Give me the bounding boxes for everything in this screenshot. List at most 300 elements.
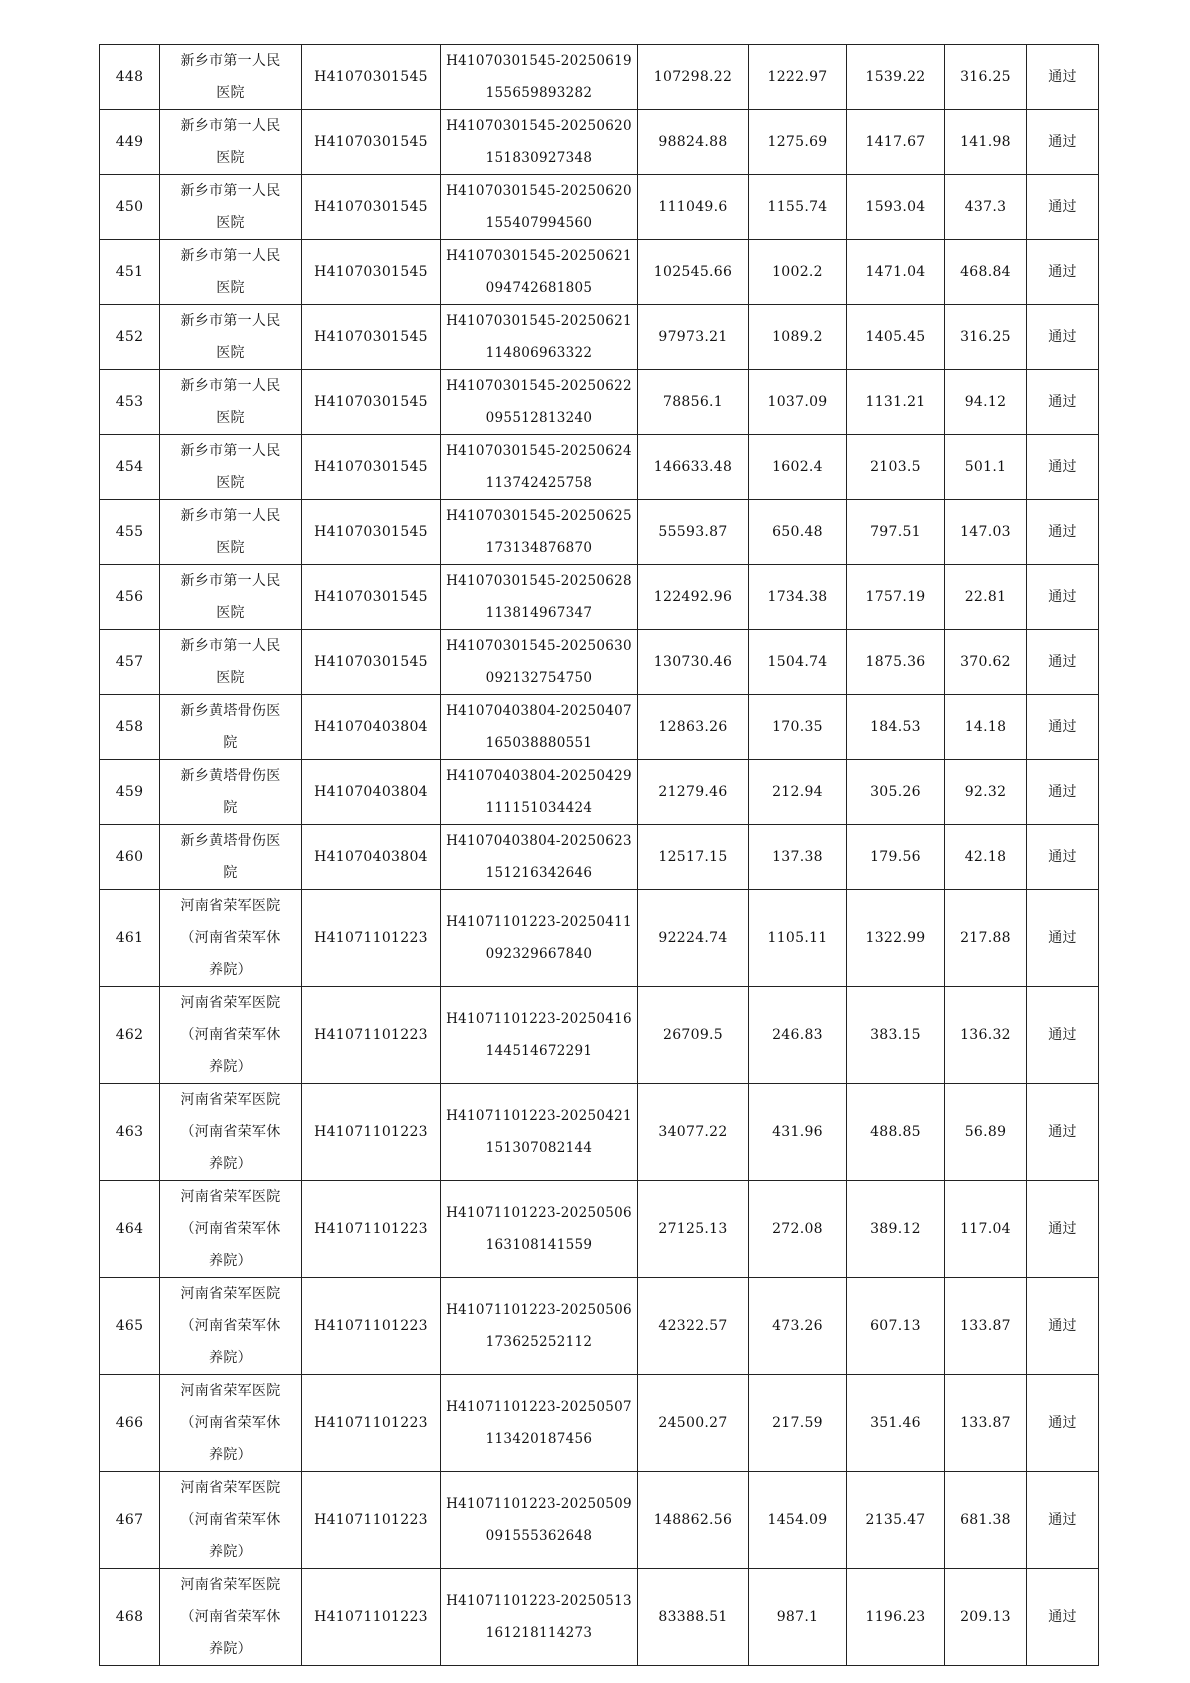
table-row [100,45,1099,110]
row-number-cell: 458 [100,695,160,760]
result-cell: 通过 [1027,175,1099,240]
difference-cell: 437.3 [945,175,1027,240]
institution-code-cell: H41070301545 [302,240,441,305]
result-cell: 通过 [1027,825,1099,890]
difference-cell: 316.25 [945,305,1027,370]
institution-name-cell-line: （河南省荣军休 [180,1609,281,1625]
settlement-id-cell-line: 173625252112 [485,1334,593,1350]
institution-name-cell-line: （河南省荣军休 [180,1124,281,1140]
value-b-cell: 1593.04 [847,175,945,240]
row-number-cell: 462 [100,987,160,1084]
total-amount-cell: 98824.88 [638,110,749,175]
result-cell: 通过 [1027,630,1099,695]
total-amount-cell: 27125.13 [638,1181,749,1278]
difference-cell: 133.87 [945,1375,1027,1472]
value-b-cell: 1405.45 [847,305,945,370]
settlement-id-cell [441,565,638,630]
institution-name-cell-line: 医院 [216,85,245,101]
settlement-id-cell [441,1278,638,1375]
settlement-id-cell [441,500,638,565]
institution-name-cell-line: 河南省荣军医院 [180,1383,281,1399]
value-b-cell: 1322.99 [847,890,945,987]
row-number-cell: 459 [100,760,160,825]
institution-code-cell: H41071101223 [302,987,441,1084]
value-a-cell: 987.1 [749,1569,847,1666]
value-b-cell: 1757.19 [847,565,945,630]
difference-cell: 14.18 [945,695,1027,760]
total-amount-cell: 148862.56 [638,1472,749,1569]
total-amount-cell: 34077.22 [638,1084,749,1181]
institution-name-cell-line: 新乡黄塔骨伤医 [180,768,281,784]
settlement-id-cell-line: H41070301545-20250619 [446,53,632,69]
settlement-id-cell-line: 111151034424 [485,800,593,816]
value-b-cell: 797.51 [847,500,945,565]
institution-code-cell: H41071101223 [302,1569,441,1666]
institution-name-cell-line: （河南省荣军休 [180,1221,281,1237]
table-row [100,435,1099,500]
institution-name-cell-line: 新乡市第一人民 [180,443,281,459]
value-b-cell: 305.26 [847,760,945,825]
settlement-id-cell-line: H41071101223-20250513 [446,1593,632,1609]
result-cell: 通过 [1027,695,1099,760]
value-a-cell: 1155.74 [749,175,847,240]
settlement-id-cell-line: 155407994560 [485,215,593,231]
institution-name-cell-line: 医院 [216,670,245,686]
total-amount-cell: 107298.22 [638,45,749,110]
value-b-cell: 184.53 [847,695,945,760]
institution-name-cell-line: 院 [223,865,238,881]
settlement-id-cell-line: 155659893282 [485,85,593,101]
value-a-cell: 1734.38 [749,565,847,630]
settlement-id-cell [441,240,638,305]
institution-name-cell [160,500,302,565]
institution-name-cell [160,370,302,435]
total-amount-cell: 21279.46 [638,760,749,825]
row-number-cell: 452 [100,305,160,370]
result-cell: 通过 [1027,987,1099,1084]
value-b-cell: 1539.22 [847,45,945,110]
institution-code-cell: H41071101223 [302,1084,441,1181]
settlement-id-cell [441,1084,638,1181]
settlement-id-cell [441,987,638,1084]
difference-cell: 94.12 [945,370,1027,435]
institution-name-cell-line: 新乡市第一人民 [180,183,281,199]
settlement-id-cell-line: 113420187456 [485,1431,593,1447]
settlement-id-cell-line: H41070403804-20250623 [446,833,632,849]
institution-name-cell [160,1181,302,1278]
total-amount-cell: 12517.15 [638,825,749,890]
institution-code-cell: H41070301545 [302,630,441,695]
institution-code-cell: H41070301545 [302,435,441,500]
value-b-cell: 1196.23 [847,1569,945,1666]
institution-name-cell-line: 河南省荣军医院 [180,1480,281,1496]
institution-name-cell [160,305,302,370]
row-number-cell: 460 [100,825,160,890]
settlement-id-cell-line: H41071101223-20250509 [446,1496,632,1512]
value-b-cell: 1471.04 [847,240,945,305]
institution-code-cell: H41070301545 [302,110,441,175]
row-number-cell: 457 [100,630,160,695]
value-a-cell: 1002.2 [749,240,847,305]
value-a-cell: 1037.09 [749,370,847,435]
value-b-cell: 1417.67 [847,110,945,175]
table-row [100,370,1099,435]
settlement-id-cell-line: 092329667840 [485,946,593,962]
institution-code-cell: H41071101223 [302,890,441,987]
result-cell: 通过 [1027,305,1099,370]
value-b-cell: 179.56 [847,825,945,890]
institution-code-cell: H41070301545 [302,500,441,565]
records-table [99,44,1099,1666]
institution-name-cell-line: 河南省荣军医院 [180,1189,281,1205]
table-row [100,987,1099,1084]
result-cell: 通过 [1027,565,1099,630]
settlement-id-cell-line: H41071101223-20250506 [446,1302,632,1318]
institution-name-cell [160,1278,302,1375]
institution-name-cell-line: 养院） [209,1544,252,1560]
institution-name-cell-line: 医院 [216,475,245,491]
value-b-cell: 351.46 [847,1375,945,1472]
settlement-id-cell-line: H41070301545-20250622 [446,378,632,394]
value-a-cell: 1105.11 [749,890,847,987]
difference-cell: 217.88 [945,890,1027,987]
difference-cell: 681.38 [945,1472,1027,1569]
institution-name-cell-line: 养院） [209,1447,252,1463]
table-row [100,890,1099,987]
settlement-id-cell-line: 094742681805 [485,280,593,296]
total-amount-cell: 111049.6 [638,175,749,240]
table-row [100,695,1099,760]
row-number-cell: 468 [100,1569,160,1666]
institution-code-cell: H41070301545 [302,565,441,630]
institution-name-cell-line: 养院） [209,1253,252,1269]
settlement-id-cell-line: H41070301545-20250621 [446,248,632,264]
institution-name-cell-line: 新乡市第一人民 [180,508,281,524]
value-b-cell: 1875.36 [847,630,945,695]
table-row [100,565,1099,630]
row-number-cell: 454 [100,435,160,500]
settlement-id-cell [441,760,638,825]
institution-name-cell-line: 养院） [209,1059,252,1075]
settlement-id-cell-line: 151830927348 [485,150,593,166]
result-cell: 通过 [1027,1472,1099,1569]
settlement-id-cell [441,435,638,500]
settlement-id-cell [441,110,638,175]
settlement-id-cell-line: H41070301545-20250630 [446,638,632,654]
table-row [100,240,1099,305]
total-amount-cell: 78856.1 [638,370,749,435]
settlement-id-cell-line: 095512813240 [485,410,593,426]
row-number-cell: 463 [100,1084,160,1181]
settlement-id-cell-line: H41070301545-20250620 [446,183,632,199]
row-number-cell: 461 [100,890,160,987]
row-number-cell: 450 [100,175,160,240]
institution-name-cell-line: 养院） [209,1641,252,1657]
institution-name-cell-line: 河南省荣军医院 [180,898,281,914]
value-b-cell: 2103.5 [847,435,945,500]
settlement-id-cell-line: 173134876870 [485,540,593,556]
institution-code-cell: H41070403804 [302,825,441,890]
value-a-cell: 473.26 [749,1278,847,1375]
institution-name-cell [160,110,302,175]
institution-code-cell: H41071101223 [302,1181,441,1278]
value-a-cell: 217.59 [749,1375,847,1472]
settlement-id-cell [441,1569,638,1666]
value-a-cell: 650.48 [749,500,847,565]
settlement-id-cell-line: 144514672291 [485,1043,593,1059]
table-row [100,1181,1099,1278]
institution-name-cell-line: 新乡黄塔骨伤医 [180,703,281,719]
institution-name-cell [160,45,302,110]
difference-cell: 316.25 [945,45,1027,110]
institution-name-cell-line: （河南省荣军休 [180,1027,281,1043]
settlement-id-cell-line: 114806963322 [485,345,593,361]
institution-name-cell [160,435,302,500]
result-cell: 通过 [1027,1278,1099,1375]
settlement-id-cell-line: H41070301545-20250620 [446,118,632,134]
settlement-id-cell-line: 161218114273 [485,1625,593,1641]
institution-code-cell: H41070301545 [302,45,441,110]
institution-name-cell-line: 新乡黄塔骨伤医 [180,833,281,849]
settlement-id-cell-line: 091555362648 [485,1528,593,1544]
total-amount-cell: 12863.26 [638,695,749,760]
institution-name-cell-line: 医院 [216,215,245,231]
institution-code-cell: H41070301545 [302,370,441,435]
settlement-id-cell [441,1375,638,1472]
institution-name-cell-line: 河南省荣军医院 [180,1092,281,1108]
value-a-cell: 272.08 [749,1181,847,1278]
institution-name-cell-line: 医院 [216,345,245,361]
result-cell: 通过 [1027,370,1099,435]
institution-code-cell: H41070301545 [302,305,441,370]
institution-name-cell-line: 新乡市第一人民 [180,378,281,394]
row-number-cell: 448 [100,45,160,110]
table-row [100,1375,1099,1472]
institution-name-cell-line: 养院） [209,1156,252,1172]
settlement-id-cell-line: 113814967347 [485,605,593,621]
row-number-cell: 455 [100,500,160,565]
institution-name-cell [160,987,302,1084]
value-b-cell: 389.12 [847,1181,945,1278]
institution-name-cell-line: （河南省荣军休 [180,1415,281,1431]
institution-name-cell-line: 新乡市第一人民 [180,53,281,69]
table-row [100,500,1099,565]
difference-cell: 370.62 [945,630,1027,695]
result-cell: 通过 [1027,890,1099,987]
table-row [100,1569,1099,1666]
value-a-cell: 1454.09 [749,1472,847,1569]
value-b-cell: 383.15 [847,987,945,1084]
value-b-cell: 1131.21 [847,370,945,435]
institution-name-cell-line: 院 [223,735,238,751]
institution-name-cell [160,1472,302,1569]
institution-name-cell [160,1375,302,1472]
result-cell: 通过 [1027,1181,1099,1278]
table-row [100,1278,1099,1375]
value-a-cell: 431.96 [749,1084,847,1181]
total-amount-cell: 122492.96 [638,565,749,630]
institution-name-cell-line: 医院 [216,280,245,296]
table-row [100,1472,1099,1569]
difference-cell: 22.81 [945,565,1027,630]
total-amount-cell: 97973.21 [638,305,749,370]
difference-cell: 133.87 [945,1278,1027,1375]
institution-name-cell-line: 新乡市第一人民 [180,313,281,329]
difference-cell: 147.03 [945,500,1027,565]
institution-name-cell [160,695,302,760]
settlement-id-cell [441,695,638,760]
result-cell: 通过 [1027,760,1099,825]
row-number-cell: 451 [100,240,160,305]
settlement-id-cell-line: H41071101223-20250416 [446,1011,632,1027]
institution-code-cell: H41071101223 [302,1375,441,1472]
institution-name-cell-line: （河南省荣军休 [180,1318,281,1334]
settlement-id-cell-line: H41070301545-20250621 [446,313,632,329]
difference-cell: 209.13 [945,1569,1027,1666]
value-a-cell: 137.38 [749,825,847,890]
institution-name-cell-line: （河南省荣军休 [180,930,281,946]
value-a-cell: 1504.74 [749,630,847,695]
institution-name-cell [160,1084,302,1181]
value-a-cell: 170.35 [749,695,847,760]
settlement-id-cell [441,370,638,435]
table-row [100,825,1099,890]
difference-cell: 136.32 [945,987,1027,1084]
settlement-id-cell-line: H41070301545-20250624 [446,443,632,459]
row-number-cell: 467 [100,1472,160,1569]
settlement-id-cell-line: H41070403804-20250429 [446,768,632,784]
settlement-id-cell [441,1181,638,1278]
table-row [100,110,1099,175]
row-number-cell: 464 [100,1181,160,1278]
result-cell: 通过 [1027,240,1099,305]
institution-code-cell: H41070403804 [302,695,441,760]
table-row [100,1084,1099,1181]
row-number-cell: 456 [100,565,160,630]
settlement-id-cell-line: 151307082144 [485,1140,593,1156]
institution-name-cell-line: （河南省荣军休 [180,1512,281,1528]
settlement-id-cell-line: H41071101223-20250506 [446,1205,632,1221]
value-b-cell: 2135.47 [847,1472,945,1569]
result-cell: 通过 [1027,500,1099,565]
institution-name-cell-line: 养院） [209,962,252,978]
institution-code-cell: H41071101223 [302,1472,441,1569]
value-a-cell: 212.94 [749,760,847,825]
institution-name-cell [160,890,302,987]
settlement-id-cell [441,825,638,890]
settlement-id-cell-line: 113742425758 [485,475,593,491]
institution-name-cell [160,240,302,305]
settlement-id-cell [441,175,638,240]
institution-code-cell: H41070301545 [302,175,441,240]
result-cell: 通过 [1027,1084,1099,1181]
difference-cell: 501.1 [945,435,1027,500]
table-row [100,630,1099,695]
value-a-cell: 1222.97 [749,45,847,110]
institution-name-cell-line: 河南省荣军医院 [180,1286,281,1302]
difference-cell: 468.84 [945,240,1027,305]
difference-cell: 141.98 [945,110,1027,175]
result-cell: 通过 [1027,1569,1099,1666]
institution-name-cell-line: 医院 [216,150,245,166]
total-amount-cell: 24500.27 [638,1375,749,1472]
difference-cell: 42.18 [945,825,1027,890]
row-number-cell: 449 [100,110,160,175]
settlement-id-cell [441,305,638,370]
institution-name-cell-line: 医院 [216,540,245,556]
institution-name-cell [160,1569,302,1666]
difference-cell: 92.32 [945,760,1027,825]
total-amount-cell: 130730.46 [638,630,749,695]
settlement-id-cell [441,630,638,695]
value-a-cell: 1602.4 [749,435,847,500]
institution-name-cell [160,760,302,825]
settlement-id-cell [441,890,638,987]
settlement-id-cell-line: H41071101223-20250421 [446,1108,632,1124]
value-b-cell: 488.85 [847,1084,945,1181]
table-row [100,760,1099,825]
difference-cell: 56.89 [945,1084,1027,1181]
institution-name-cell-line: 新乡市第一人民 [180,248,281,264]
total-amount-cell: 92224.74 [638,890,749,987]
institution-code-cell: H41071101223 [302,1278,441,1375]
settlement-id-cell-line: 165038880551 [485,735,593,751]
row-number-cell: 466 [100,1375,160,1472]
institution-name-cell-line: 医院 [216,605,245,621]
institution-name-cell-line: 院 [223,800,238,816]
table-row [100,305,1099,370]
institution-name-cell-line: 新乡市第一人民 [180,118,281,134]
institution-name-cell [160,565,302,630]
records-table-body [100,45,1099,1666]
institution-name-cell-line: 新乡市第一人民 [180,638,281,654]
settlement-id-cell-line: H41070403804-20250407 [446,703,632,719]
institution-name-cell-line: 医院 [216,410,245,426]
institution-code-cell: H41070403804 [302,760,441,825]
total-amount-cell: 83388.51 [638,1569,749,1666]
result-cell: 通过 [1027,45,1099,110]
settlement-id-cell-line: H41071101223-20250411 [446,914,632,930]
result-cell: 通过 [1027,1375,1099,1472]
value-a-cell: 1089.2 [749,305,847,370]
table-row [100,175,1099,240]
settlement-id-cell-line: 092132754750 [485,670,593,686]
result-cell: 通过 [1027,435,1099,500]
institution-name-cell [160,175,302,240]
settlement-id-cell-line: H41070301545-20250628 [446,573,632,589]
row-number-cell: 453 [100,370,160,435]
total-amount-cell: 102545.66 [638,240,749,305]
difference-cell: 117.04 [945,1181,1027,1278]
total-amount-cell: 26709.5 [638,987,749,1084]
value-a-cell: 246.83 [749,987,847,1084]
settlement-id-cell-line: 151216342646 [485,865,593,881]
value-a-cell: 1275.69 [749,110,847,175]
settlement-id-cell [441,45,638,110]
settlement-id-cell-line: H41070301545-20250625 [446,508,632,524]
row-number-cell: 465 [100,1278,160,1375]
settlement-id-cell-line: 163108141559 [485,1237,593,1253]
settlement-id-cell-line: H41071101223-20250507 [446,1399,632,1415]
institution-name-cell-line: 河南省荣军医院 [180,995,281,1011]
settlement-id-cell [441,1472,638,1569]
institution-name-cell-line: 新乡市第一人民 [180,573,281,589]
institution-name-cell [160,825,302,890]
total-amount-cell: 55593.87 [638,500,749,565]
result-cell: 通过 [1027,110,1099,175]
value-b-cell: 607.13 [847,1278,945,1375]
total-amount-cell: 42322.57 [638,1278,749,1375]
